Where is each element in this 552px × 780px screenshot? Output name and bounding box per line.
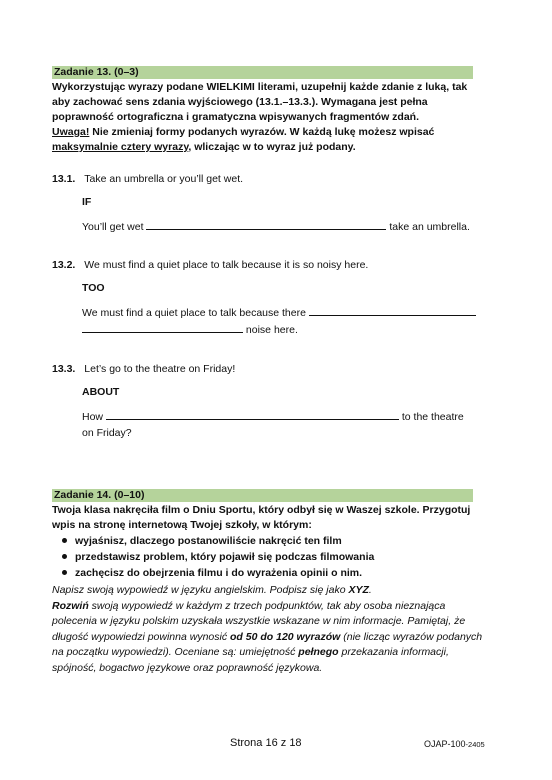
instr-line: wpis na stronę internetową Twojej szkoły, w którym: bbox=[52, 519, 312, 531]
instr-line: Twoja klasa nakręciła film o Dniu Sportu, który odbył się w Waszej szkole. Przygotuj bbox=[52, 504, 471, 516]
source-sentence: Take an umbrella or you’ll get wet. bbox=[84, 173, 244, 185]
answer-line-13-3: How to the theatre bbox=[82, 411, 464, 423]
bullet-item: wyjaśnisz, dlaczego postanowiliście nakręcić ten film bbox=[62, 535, 342, 547]
keyword: ABOUT bbox=[82, 386, 120, 398]
bullet-icon bbox=[62, 570, 67, 575]
answer-line-13-2: We must find a quiet place to talk because there bbox=[82, 305, 476, 319]
task-13-header bbox=[52, 66, 473, 79]
instr-line: Wykorzystując wyrazy podane WIELKIMI literami, uzupełnij każde zdanie z luką, tak bbox=[52, 81, 468, 93]
answer-line-13-1: You’ll get wet take an umbrella. bbox=[82, 221, 470, 233]
answer-line-13-2-cont: noise here. bbox=[82, 322, 298, 336]
question-number: 13.1. bbox=[52, 173, 76, 185]
max-words: maksymalnie cztery wyrazy bbox=[52, 141, 189, 153]
instr-line: Uwaga! Nie zmieniaj formy podanych wyrazów. W każdą lukę możesz wpisać bbox=[52, 126, 435, 138]
bullet-icon bbox=[62, 554, 67, 559]
question-13-1 bbox=[52, 173, 243, 185]
answer-blank[interactable] bbox=[82, 322, 243, 333]
task-14-instructions bbox=[52, 503, 470, 533]
instr-line: aby zachować sens zdania wyjściowego (13.1.–13.3.). Wymagana jest pełna bbox=[52, 96, 428, 108]
task-14-notes bbox=[52, 583, 482, 676]
task-13-instructions bbox=[52, 80, 467, 155]
instr-line: poprawność ortograficzna i gramatyczna wpisywanych fragmentów zdań. bbox=[52, 111, 419, 123]
answer-line-13-3-cont: on Friday? bbox=[82, 427, 132, 439]
question-13-3 bbox=[52, 363, 235, 375]
task-14-title: Zadanie 14. (0–10) bbox=[54, 489, 145, 501]
note-line: polecenia w języku polskim uzyskała wszystkie wskazane w nim informacje. Pamiętaj, że bbox=[52, 615, 466, 627]
question-number: 13.3. bbox=[52, 363, 76, 375]
note-line: Napisz swoją wypowiedź w języku angielskim. Podpisz się jako XYZ. bbox=[52, 584, 372, 596]
task-13-title: Zadanie 13. (0–3) bbox=[54, 66, 139, 78]
note-line: spójność, bogactwo językowe oraz poprawność językowa. bbox=[52, 661, 323, 674]
question-number: 13.2. bbox=[52, 259, 76, 271]
keyword: IF bbox=[82, 196, 92, 208]
note-line: na początku wypowiedzi). Oceniane są: umiejętność pełnego przekazania informacji, bbox=[52, 646, 449, 658]
uwaga-label: Uwaga! bbox=[52, 126, 90, 138]
exam-code: OJAP-100-2405 bbox=[424, 739, 485, 749]
source-sentence: We must find a quiet place to talk because it is so noisy here. bbox=[84, 259, 369, 271]
bullet-item: zachęcisz do obejrzenia filmu i do wyrażenia opinii o nim. bbox=[62, 567, 362, 579]
source-sentence: Let’s go to the theatre on Friday! bbox=[84, 363, 236, 375]
answer-blank[interactable] bbox=[146, 219, 386, 230]
answer-blank[interactable] bbox=[309, 305, 476, 316]
note-line: długość wypowiedzi powinna wynosić od 50 do 120 wyrazów (nie licząc wyrazów podanych bbox=[52, 630, 483, 643]
bullet-icon bbox=[62, 538, 67, 543]
keyword: TOO bbox=[82, 282, 105, 294]
question-13-2 bbox=[52, 259, 368, 271]
bullet-item: przedstawisz problem, który pojawił się podczas filmowania bbox=[62, 551, 374, 563]
answer-blank[interactable] bbox=[106, 409, 399, 420]
task-14-header bbox=[52, 489, 473, 502]
note-line: Rozwiń swoją wypowiedź w każdym z trzech podpunktów, tak aby osoba nieznająca bbox=[52, 599, 446, 612]
page-number: Strona 16 z 18 bbox=[230, 737, 302, 749]
instr-line: maksymalnie cztery wyrazy, wliczając w to wyraz już podany. bbox=[52, 141, 356, 153]
